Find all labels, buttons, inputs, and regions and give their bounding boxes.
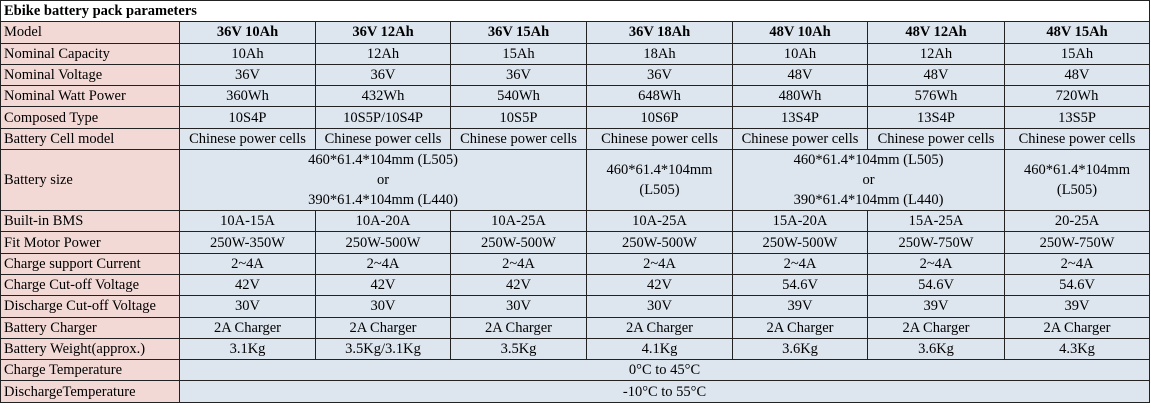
model-header: 48V 12Ah — [868, 22, 1005, 43]
row-label-capacity: Nominal Capacity — [1, 43, 180, 64]
composed-cell: 10S5P/10S4P — [316, 107, 451, 128]
bms-row — [1, 211, 1150, 232]
voltage-cell: 48V — [733, 64, 868, 85]
cell-model-cell: Chinese power cells — [868, 128, 1005, 149]
charge-current-cell: 2~4A — [733, 253, 868, 274]
row-label-discharge-cutoff: Discharge Cut-off Voltage — [1, 296, 180, 317]
row-label-charge-temp: Charge Temperature — [1, 360, 180, 381]
row-label-discharge-temp: DischargeTemperature — [1, 381, 180, 402]
bms-cell: 10A-25A — [587, 211, 733, 232]
watt-cell: 360Wh — [180, 86, 316, 107]
row-label-composed: Composed Type — [1, 107, 180, 128]
watt-cell: 540Wh — [451, 86, 587, 107]
table-title: Ebike battery pack parameters — [1, 1, 1150, 22]
row-label-cell: Battery Cell model — [1, 128, 180, 149]
charge-current-row — [1, 253, 1150, 274]
row-label-watt: Nominal Watt Power — [1, 86, 180, 107]
capacity-cell: 15Ah — [1005, 43, 1150, 64]
watt-cell: 480Wh — [733, 86, 868, 107]
charge-current-cell: 2~4A — [868, 253, 1005, 274]
row-label-motor: Fit Motor Power — [1, 232, 180, 253]
model-header: 48V 10Ah — [733, 22, 868, 43]
size-line: 460*61.4*104mm — [1024, 162, 1130, 179]
capacity-cell: 10Ah — [733, 43, 868, 64]
row-label-charge-current: Charge support Current — [1, 253, 180, 274]
capacity-cell: 12Ah — [316, 43, 451, 64]
model-header: 36V 10Ah — [180, 22, 316, 43]
motor-cell: 250W-500W — [587, 232, 733, 253]
charge-cutoff-cell: 54.6V — [1005, 274, 1150, 295]
charge-cutoff-cell: 42V — [180, 274, 316, 295]
watt-cell: 576Wh — [868, 86, 1005, 107]
watt-cell: 432Wh — [316, 86, 451, 107]
cell-row — [1, 128, 1150, 149]
charger-cell: 2A Charger — [1005, 317, 1150, 338]
row-label-size: Battery size — [1, 150, 180, 211]
voltage-cell: 48V — [868, 64, 1005, 85]
motor-cell: 250W-500W — [733, 232, 868, 253]
motor-cell: 250W-500W — [451, 232, 587, 253]
size-line: (L505) — [1056, 182, 1098, 199]
discharge-cutoff-cell: 30V — [587, 296, 733, 317]
weight-cell: 3.6Kg — [733, 338, 868, 359]
charger-cell: 2A Charger — [451, 317, 587, 338]
voltage-row — [1, 64, 1150, 85]
weight-cell: 3.5Kg/3.1Kg — [316, 338, 451, 359]
charger-cell: 2A Charger — [587, 317, 733, 338]
size-line: (L505) — [639, 182, 680, 199]
discharge-cutoff-cell: 39V — [1005, 296, 1150, 317]
motor-cell: 250W-350W — [180, 232, 316, 253]
voltage-cell: 36V — [451, 64, 587, 85]
model-header: 36V 15Ah — [451, 22, 587, 43]
weight-cell: 4.1Kg — [587, 338, 733, 359]
charge-cutoff-cell: 42V — [316, 274, 451, 295]
size-row — [1, 150, 1150, 211]
charge-cutoff-cell: 54.6V — [868, 274, 1005, 295]
size-line: 390*61.4*104mm (L440) — [308, 192, 458, 209]
discharge-cutoff-cell: 30V — [316, 296, 451, 317]
weight-cell: 3.6Kg — [868, 338, 1005, 359]
voltage-cell: 36V — [180, 64, 316, 85]
model-header: 36V 12Ah — [316, 22, 451, 43]
charge-cutoff-cell: 54.6V — [733, 274, 868, 295]
motor-row — [1, 232, 1150, 253]
motor-cell: 250W-500W — [316, 232, 451, 253]
model-row — [1, 22, 1150, 43]
charger-cell: 2A Charger — [868, 317, 1005, 338]
composed-cell: 10S6P — [587, 107, 733, 128]
model-header: 48V 15Ah — [1005, 22, 1150, 43]
weight-row — [1, 338, 1150, 359]
weight-cell: 3.1Kg — [180, 338, 316, 359]
row-label-model: Model — [1, 22, 180, 43]
capacity-row — [1, 43, 1150, 64]
charge-current-cell: 2~4A — [451, 253, 587, 274]
watt-cell: 720Wh — [1005, 86, 1150, 107]
motor-cell: 250W-750W — [1005, 232, 1150, 253]
size-line: 460*61.4*104mm — [606, 162, 713, 179]
size-line: or — [862, 172, 875, 189]
size-cell-48v-group — [733, 150, 1005, 211]
size-line: 460*61.4*104mm (L505) — [793, 152, 944, 169]
bms-cell: 15A-25A — [868, 211, 1005, 232]
size-line: 460*61.4*104mm (L505) — [308, 152, 458, 169]
composed-cell: 13S4P — [733, 107, 868, 128]
cell-model-cell: Chinese power cells — [587, 128, 733, 149]
size-line: 390*61.4*104mm (L440) — [793, 192, 944, 209]
watt-row — [1, 86, 1150, 107]
row-label-charger: Battery Charger — [1, 317, 180, 338]
cell-model-cell: Chinese power cells — [733, 128, 868, 149]
voltage-cell: 36V — [316, 64, 451, 85]
charger-cell: 2A Charger — [316, 317, 451, 338]
discharge-cutoff-cell: 39V — [733, 296, 868, 317]
discharge-cutoff-cell: 30V — [451, 296, 587, 317]
composed-cell: 13S4P — [868, 107, 1005, 128]
capacity-cell: 10Ah — [180, 43, 316, 64]
size-line: or — [376, 172, 390, 189]
charge-cutoff-cell: 42V — [451, 274, 587, 295]
charge-current-cell: 2~4A — [587, 253, 733, 274]
voltage-cell: 48V — [1005, 64, 1150, 85]
charge-cutoff-row — [1, 274, 1150, 295]
charger-cell: 2A Charger — [733, 317, 868, 338]
watt-cell: 648Wh — [587, 86, 733, 107]
charger-cell: 2A Charger — [180, 317, 316, 338]
discharge-cutoff-row — [1, 296, 1150, 317]
cell-model-cell: Chinese power cells — [316, 128, 451, 149]
bms-cell: 10A-25A — [451, 211, 587, 232]
row-label-bms: Built-in BMS — [1, 211, 180, 232]
charge-current-cell: 2~4A — [180, 253, 316, 274]
cell-model-cell: Chinese power cells — [451, 128, 587, 149]
cell-model-cell: Chinese power cells — [1005, 128, 1150, 149]
charge-temp-cell: 0°C to 45°C — [180, 360, 1150, 381]
bms-cell: 15A-20A — [733, 211, 868, 232]
row-label-voltage: Nominal Voltage — [1, 64, 180, 85]
bms-cell: 20-25A — [1005, 211, 1150, 232]
bms-cell: 10A-20A — [316, 211, 451, 232]
composed-row — [1, 107, 1150, 128]
charge-current-cell: 2~4A — [1005, 253, 1150, 274]
charge-current-cell: 2~4A — [316, 253, 451, 274]
voltage-cell: 36V — [587, 64, 733, 85]
discharge-temp-cell: -10°C to 55°C — [180, 381, 1150, 402]
size-cell-36v-group — [180, 150, 587, 211]
row-label-weight: Battery Weight(approx.) — [1, 338, 180, 359]
bms-cell: 10A-15A — [180, 211, 316, 232]
title-row — [1, 1, 1150, 22]
capacity-cell: 12Ah — [868, 43, 1005, 64]
model-header: 36V 18Ah — [587, 22, 733, 43]
weight-cell: 4.3Kg — [1005, 338, 1150, 359]
discharge-cutoff-cell: 39V — [868, 296, 1005, 317]
charge-temp-row — [1, 360, 1150, 381]
size-cell-48v-15ah — [1005, 150, 1150, 211]
composed-cell: 10S5P — [451, 107, 587, 128]
cell-model-cell: Chinese power cells — [180, 128, 316, 149]
discharge-temp-row — [1, 381, 1150, 402]
charger-row — [1, 317, 1150, 338]
discharge-cutoff-cell: 30V — [180, 296, 316, 317]
motor-cell: 250W-750W — [868, 232, 1005, 253]
row-label-charge-cutoff: Charge Cut-off Voltage — [1, 274, 180, 295]
composed-cell: 13S5P — [1005, 107, 1150, 128]
charge-cutoff-cell: 42V — [587, 274, 733, 295]
weight-cell: 3.5Kg — [451, 338, 587, 359]
capacity-cell: 18Ah — [587, 43, 733, 64]
capacity-cell: 15Ah — [451, 43, 587, 64]
composed-cell: 10S4P — [180, 107, 316, 128]
size-cell-36v-18ah — [587, 150, 733, 211]
